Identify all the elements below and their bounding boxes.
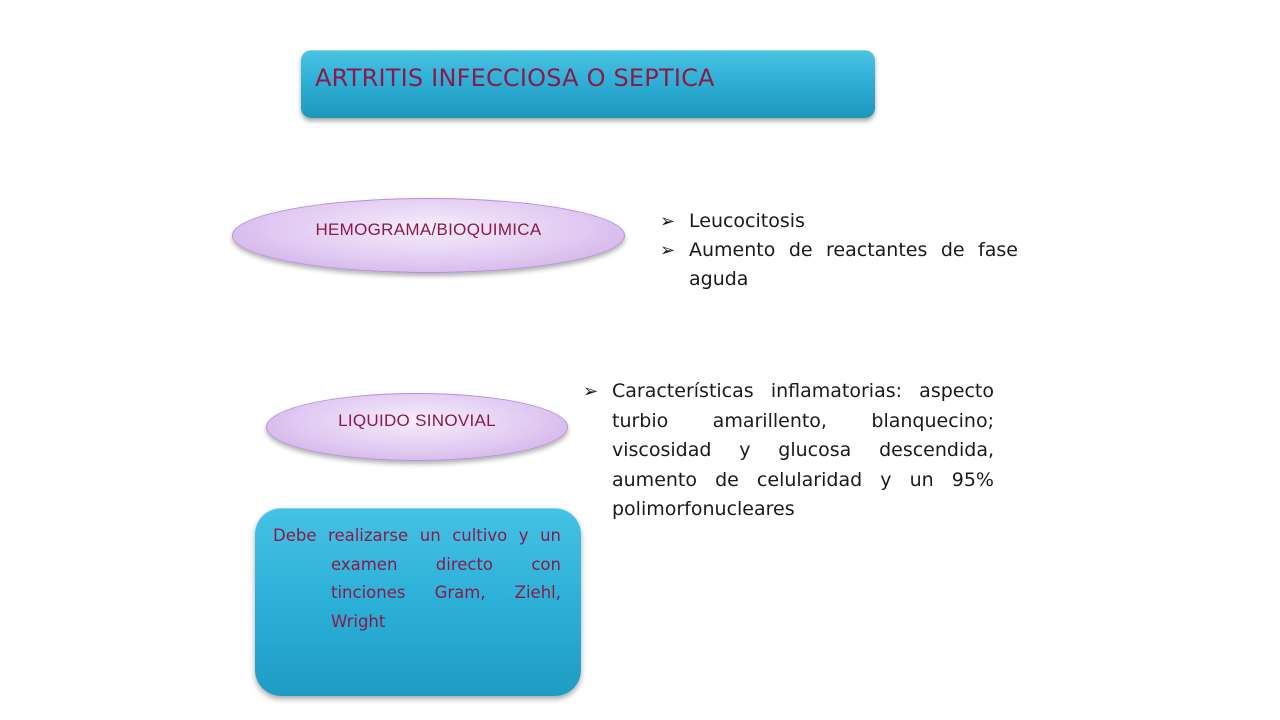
arrow-bullet-icon: ➢	[583, 381, 599, 402]
cultivo-text: Debe realizarse un cultivo y un examen directo con tinciones Gram, Ziehl, Wright	[273, 526, 561, 631]
title-box	[301, 50, 875, 118]
hemograma-ellipse	[232, 198, 625, 273]
bullet-text: Leucocitosis	[689, 210, 805, 232]
list-item	[583, 377, 994, 525]
list-item	[660, 236, 1018, 294]
liquido-sinovial-label: LIQUIDO SINOVIAL	[338, 411, 496, 430]
hemograma-label: HEMOGRAMA/BIOQUIMICA	[315, 219, 542, 239]
list-item	[660, 207, 1018, 236]
liquido-bullet-list	[583, 377, 994, 525]
cultivo-box	[255, 508, 581, 696]
bullet-text: Características inflamatorias: aspecto turbio amarillento, blanquecino; viscosidad y glucosa descendida, aumento de celularidad y un 95% polimorfonucleares	[612, 380, 994, 520]
hemograma-bullet-list	[660, 207, 1018, 294]
slide-title: ARTRITIS INFECCIOSA O SEPTICA	[315, 64, 715, 92]
arrow-bullet-icon: ➢	[660, 211, 676, 232]
arrow-bullet-icon: ➢	[660, 240, 676, 261]
bullet-text: Aumento de reactantes de fase aguda	[689, 239, 1018, 290]
liquido-sinovial-ellipse	[266, 393, 568, 461]
